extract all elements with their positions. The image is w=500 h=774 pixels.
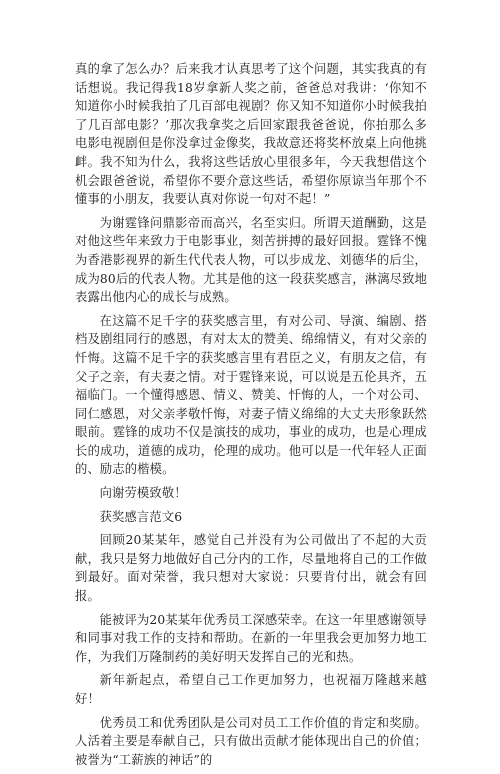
paragraph-review: 回顾20某某年，感觉自己并没有为公司做出了不起的大贡献，我只是努力地做好自己分内的工作，尽量地将自己的工作做到最好。面对荣誉，我只想对大家说：只要肯付出，就会有回报。 bbox=[75, 533, 427, 604]
paragraph-analysis: 在这篇不足千字的获奖感言里，有对公司、导演、编剧、搭档及剧组同行的感恩，有对太太的赞美、绵绵情义，有对父亲的忏悔。这篇不足千字的获奖感言里有君臣之义，有朋友之信，有父子之亲，有夫妻之情。对于霆锋来说，可以说是五伦具齐，五福临门。一个懂得感恩、情义、赞美、忏悔的人，一个对公司、同仁感恩，对父亲孝敬忏悔，对妻子情义绵绵的大丈夫形象跃然眼前。霆锋的成功不仅是演技的成功，事业的成功，也是心理成长的成功，道德的成功，伦理的成功。他可以是一代年轻人正面的、励志的楷模。 bbox=[75, 313, 427, 477]
paragraph-salute: 向谢劳模致敬！ bbox=[99, 486, 187, 501]
paragraph-value: 优秀员工和优秀团队是公司对员工工作价值的肯定和奖励。人活着主要是奉献自己，只有做出贡献才能体现出自己的价值；被誉为“工薪族的神话”的 bbox=[75, 715, 427, 767]
paragraph-honor: 能被评为20某某年优秀员工深感荣幸。在这一年里感谢领导和同事对我工作的支持和帮助。在新的一年里我会更加努力地工作，为我们万隆制药的美好明天发挥自己的光和热。 bbox=[75, 612, 427, 664]
section-heading: 获奖感言范文6 bbox=[99, 509, 183, 524]
document-page bbox=[75, 60, 427, 774]
paragraph-quote: 真的拿了怎么办？后来我才认真思考了这个问题，其实我真的有话想说。我记得我18岁拿新人奖之前，爸爸总对我讲：‘你知不知道你小时候我拍了几百部电视剧？你又知不知道你小时候我拍了几百部电影？’那次我拿奖之后回家跟我爸爸说，你拍那么多电影电视剧但是你没拿过金像奖，我故意还将奖杯放桌上向他挑衅。我不知为什么，我将这些话放心里很多年，今天我想借这个机会跟爸爸说，希望你不要介意这些话，希望你原谅当年那个不懂事的小朋友，我要认真对你说一句对不起！” bbox=[75, 62, 427, 207]
paragraph-wish: 新年新起点，希望自己工作更加努力，也祝福万隆越来越好！ bbox=[75, 673, 427, 706]
paragraph-praise: 为谢霆锋问鼎影帝而高兴，名至实归。所谓天道酬勤，这是对他这些年来致力于电影事业，刻苦拼搏的最好回报。霆锋不愧为香港影视界的新生代代表人物，可以步成龙、刘德华的后尘，成为80后的代表人物。尤其是他的这一段获奖感言，淋漓尽致地表露出他内心的成长与成熟。 bbox=[75, 215, 428, 305]
